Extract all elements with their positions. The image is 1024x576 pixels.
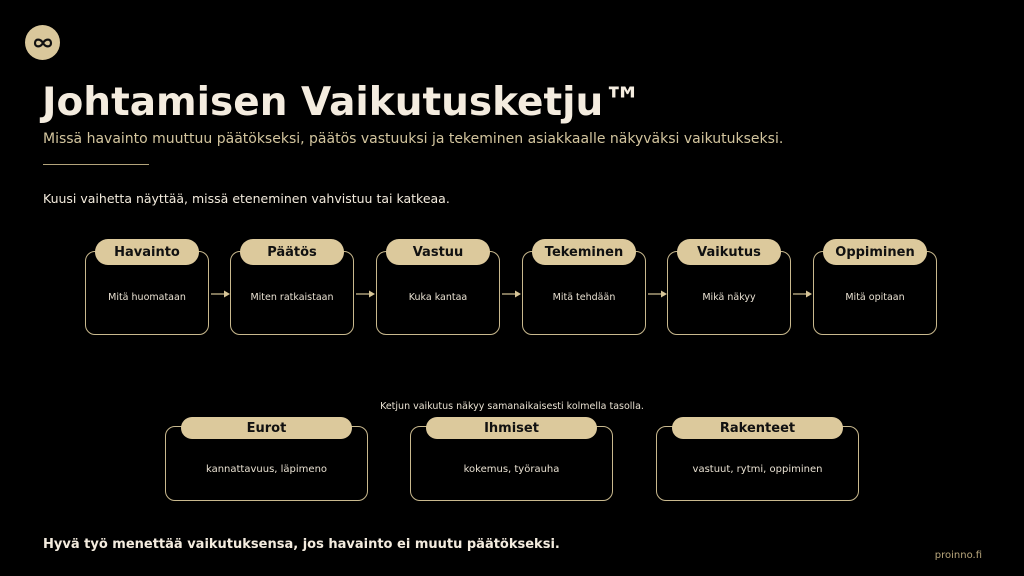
phase-label-oppiminen: Oppiminen: [823, 239, 927, 265]
arrow-right-icon: [792, 288, 813, 300]
phase-label-havainto: Havainto: [95, 239, 199, 265]
title-divider: [43, 164, 149, 165]
phase-desc-oppiminen: Mitä opitaan: [845, 292, 905, 303]
arrow-right-icon: [210, 288, 231, 300]
phase-label-vaikutus: Vaikutus: [677, 239, 781, 265]
phase-label-tekeminen: Tekeminen: [532, 239, 636, 265]
levels-caption: Ketjun vaikutus näkyy samanaikaisesti kolmella tasolla.: [380, 401, 644, 412]
level-label-ihmiset: Ihmiset: [426, 417, 597, 439]
arrow-right-icon: [501, 288, 522, 300]
page-title: Johtamisen Vaikutusketju™: [42, 80, 643, 125]
level-desc-eurot: kannattavuus, läpimeno: [205, 464, 328, 475]
page-subtitle: Missä havainto muuttuu päätökseksi, päätös vastuuksi ja tekeminen asiakkaalle näkyväksi vaikutukseksi.: [43, 131, 784, 147]
arrow-right-icon: [647, 288, 668, 300]
infinity-icon: [31, 36, 55, 50]
phase-desc-vastuu: Kuka kantaa: [408, 292, 468, 303]
phase-label-vastuu: Vastuu: [386, 239, 490, 265]
footer-url: proinno.fi: [934, 550, 982, 561]
phase-desc-havainto: Mitä huomataan: [108, 292, 186, 303]
phase-desc-paatos: Miten ratkaistaan: [250, 292, 334, 303]
level-desc-ihmiset: kokemus, työrauha: [463, 464, 560, 475]
intro-text: Kuusi vaihetta näyttää, missä eteneminen vahvistuu tai katkeaa.: [43, 191, 450, 206]
level-label-rakenteet: Rakenteet: [672, 417, 843, 439]
phase-desc-vaikutus: Mikä näkyy: [702, 292, 756, 303]
arrow-right-icon: [355, 288, 376, 300]
phase-desc-tekeminen: Mitä tehdään: [552, 292, 616, 303]
level-desc-rakenteet: vastuut, rytmi, oppiminen: [692, 464, 823, 475]
phase-label-paatos: Päätös: [240, 239, 344, 265]
logo: [25, 25, 60, 60]
closing-statement: Hyvä työ menettää vaikutuksensa, jos havainto ei muutu päätökseksi.: [43, 537, 560, 552]
level-label-eurot: Eurot: [181, 417, 352, 439]
